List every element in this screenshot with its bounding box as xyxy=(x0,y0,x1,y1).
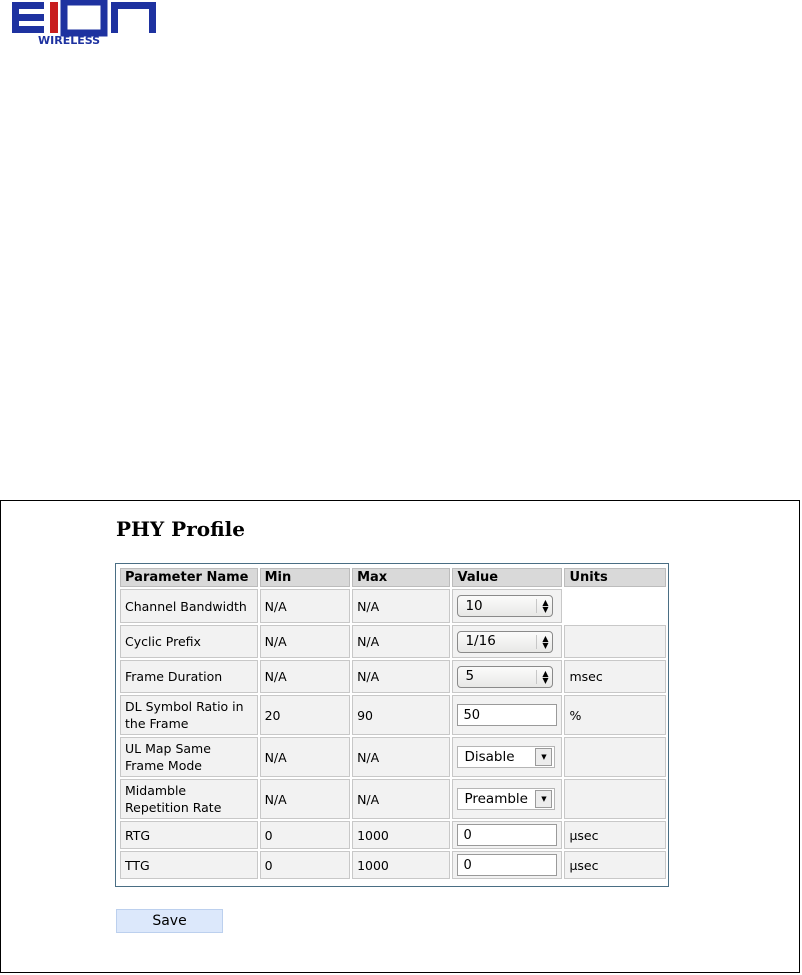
param-name: Cyclic Prefix xyxy=(120,625,258,658)
param-max: N/A xyxy=(352,660,450,693)
table-row xyxy=(120,695,666,735)
spinner-value: 10 xyxy=(465,597,483,614)
param-units: µsec xyxy=(564,821,666,849)
param-min: 0 xyxy=(260,821,350,849)
param-units xyxy=(564,737,666,777)
param-max: N/A xyxy=(352,589,450,623)
param-name: RTG xyxy=(120,821,258,849)
page-title: PHY Profile xyxy=(116,517,245,541)
param-min: N/A xyxy=(260,737,350,777)
param-value-cell xyxy=(452,737,562,777)
param-value-cell xyxy=(452,589,562,623)
table-header-row xyxy=(120,568,666,587)
param-value-cell xyxy=(452,821,562,849)
spinner-value: 5 xyxy=(465,668,475,684)
param-value-cell xyxy=(452,660,562,693)
select-value: Disable xyxy=(464,748,515,765)
table-row xyxy=(120,821,666,849)
param-units xyxy=(564,625,666,658)
param-units xyxy=(564,589,666,623)
param-name: DL Symbol Ratio in the Frame xyxy=(120,695,258,735)
chevron-down-icon[interactable]: ▼ xyxy=(535,748,552,766)
midamble-repetition-rate-select[interactable] xyxy=(457,788,555,810)
spinner-arrows-icon[interactable]: ▲ ▼ xyxy=(536,635,548,649)
param-name: TTG xyxy=(120,851,258,879)
spinner-value: 1/16 xyxy=(465,633,496,649)
select-value: Preamble xyxy=(464,790,528,807)
param-value-cell xyxy=(452,695,562,735)
table-row xyxy=(120,851,666,879)
param-max: 1000 xyxy=(352,821,450,849)
param-min: N/A xyxy=(260,779,350,819)
param-min: 0 xyxy=(260,851,350,879)
param-min: N/A xyxy=(260,625,350,658)
param-value-cell xyxy=(452,851,562,879)
header-units: Units xyxy=(564,568,666,587)
eion-wireless-logo xyxy=(10,0,160,46)
svg-text:WIRELESS: WIRELESS xyxy=(38,34,101,46)
table-row xyxy=(120,779,666,819)
header-parameter-name: Parameter Name xyxy=(120,568,258,587)
param-value-cell xyxy=(452,625,562,658)
param-max: N/A xyxy=(352,779,450,819)
param-units: µsec xyxy=(564,851,666,879)
cyclic-prefix-spinner[interactable] xyxy=(457,631,553,653)
param-max: 1000 xyxy=(352,851,450,879)
param-min: N/A xyxy=(260,660,350,693)
content-frame xyxy=(0,500,800,973)
spinner-arrows-icon[interactable]: ▲ ▼ xyxy=(536,599,548,613)
param-name: UL Map Same Frame Mode xyxy=(120,737,258,777)
ttg-input[interactable] xyxy=(457,854,557,876)
param-units: % xyxy=(564,695,666,735)
frame-duration-spinner[interactable] xyxy=(457,666,553,688)
param-name: Frame Duration xyxy=(120,660,258,693)
header-max: Max xyxy=(352,568,450,587)
ul-map-same-frame-mode-select[interactable] xyxy=(457,746,555,768)
phy-profile-table xyxy=(115,563,669,887)
channel-bandwidth-spinner[interactable] xyxy=(457,595,553,617)
param-max: 90 xyxy=(352,695,450,735)
param-name: Channel Bandwidth xyxy=(120,589,258,623)
param-units xyxy=(564,779,666,819)
table-row xyxy=(120,625,666,658)
chevron-down-icon[interactable]: ▼ xyxy=(535,790,552,808)
param-units: msec xyxy=(564,660,666,693)
param-max: N/A xyxy=(352,737,450,777)
table-row xyxy=(120,660,666,693)
spinner-arrows-icon[interactable]: ▲ ▼ xyxy=(536,670,548,684)
param-value-cell xyxy=(452,779,562,819)
param-max: N/A xyxy=(352,625,450,658)
param-min: N/A xyxy=(260,589,350,623)
header-value: Value xyxy=(452,568,562,587)
dl-symbol-ratio-input[interactable] xyxy=(457,704,557,726)
table-row xyxy=(120,589,666,623)
save-button[interactable]: Save xyxy=(116,909,223,933)
rtg-input[interactable] xyxy=(457,824,557,846)
param-min: 20 xyxy=(260,695,350,735)
param-name: Midamble Repetition Rate xyxy=(120,779,258,819)
header-min: Min xyxy=(260,568,350,587)
table-row xyxy=(120,737,666,777)
